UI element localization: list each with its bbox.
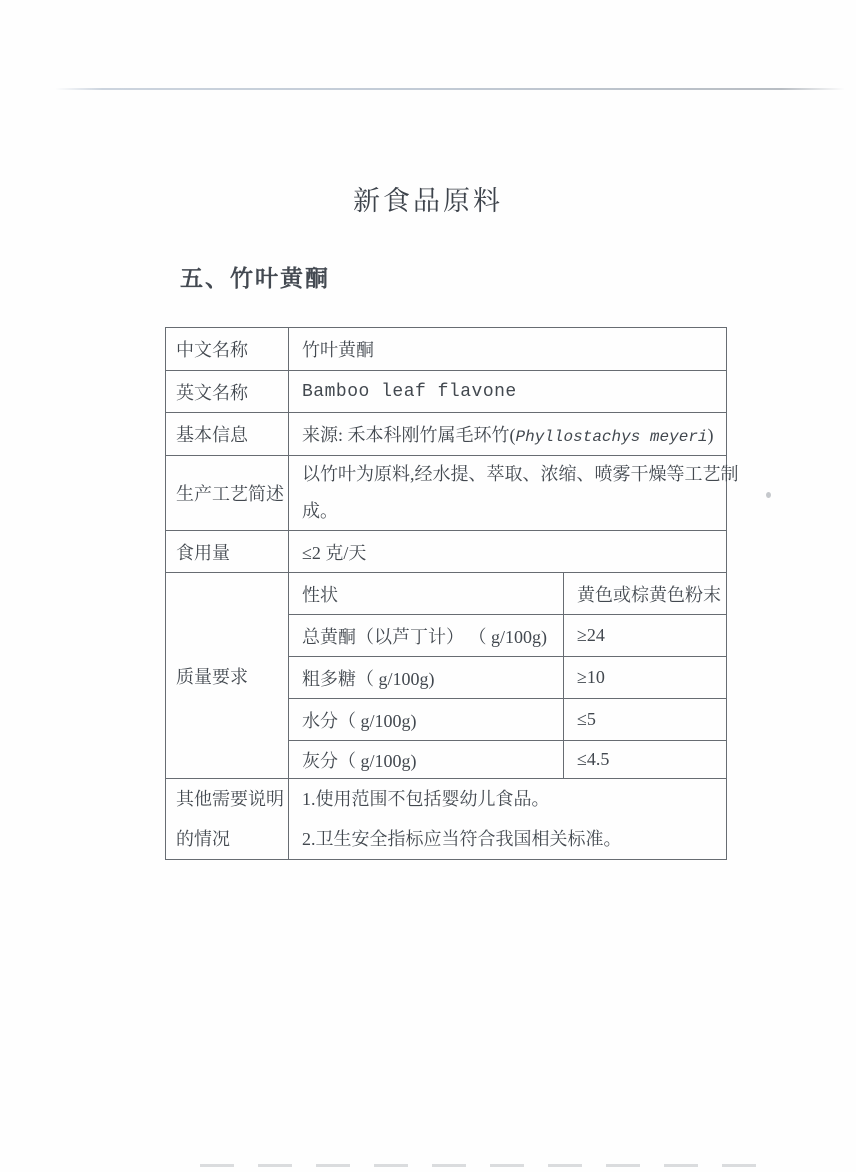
production-line-1: 以竹叶为原料,经水提、萃取、浓缩、喷雾干燥等工艺制 (302, 464, 739, 484)
other-note-2: 2.卫生安全指标应当符合我国相关标准。 (302, 829, 622, 849)
row-value-chinese-name: 竹叶黄酮 (289, 328, 727, 371)
row-value-intake: ≤2 克/天 (289, 531, 727, 573)
row-value-production (289, 456, 739, 531)
quality-item-name: 粗多糖（ g/100g) (289, 657, 564, 699)
page-title: 新食品原料 (353, 186, 503, 216)
row-label-other-notes (166, 779, 289, 860)
other-notes-label-line-2: 的情况 (176, 829, 230, 849)
table-row-english-name (166, 371, 727, 413)
quality-item-name: 灰分（ g/100g) (289, 741, 564, 779)
quality-item-value: 黄色或棕黄色粉末 (564, 573, 727, 615)
table-row-quality-appearance (166, 573, 727, 615)
other-notes-label-line-1: 其他需要说明 (176, 789, 284, 809)
row-label-quality: 质量要求 (166, 573, 289, 779)
table-row-basic-info (166, 413, 727, 456)
latin-species-name: Phyllostachys meyeri (515, 428, 708, 446)
quality-item-name: 性状 (289, 573, 564, 615)
table-row-other-notes (166, 779, 727, 860)
section-heading: 五、竹叶黄酮 (180, 266, 330, 291)
row-label-english-name: 英文名称 (166, 371, 289, 413)
quality-item-value: ≥24 (564, 615, 727, 657)
table-row-intake (166, 531, 727, 573)
row-value-other-notes (289, 779, 727, 860)
quality-item-value: ≥10 (564, 657, 727, 699)
scan-speck-artifact (766, 492, 771, 498)
quality-item-name: 总黄酮（以芦丁计） （ g/100g) (289, 615, 564, 657)
source-text-suffix: ) (707, 425, 714, 445)
scan-edge-artifact (200, 1164, 760, 1167)
row-label-intake: 食用量 (166, 531, 289, 573)
source-text: 来源: 禾本科刚竹属毛环竹( (302, 425, 516, 445)
scan-line-artifact (55, 88, 845, 90)
row-label-chinese-name: 中文名称 (166, 328, 289, 371)
row-value-english-name: Bamboo leaf flavone (289, 371, 727, 413)
quality-item-value: ≤4.5 (564, 741, 727, 779)
table-row-chinese-name (166, 328, 727, 371)
quality-item-value: ≤5 (564, 699, 727, 741)
table-row-production (166, 456, 727, 531)
quality-item-name: 水分（ g/100g) (289, 699, 564, 741)
row-label-production: 生产工艺简述 (166, 456, 289, 531)
row-value-basic-info (289, 413, 727, 456)
row-label-basic-info: 基本信息 (166, 413, 289, 456)
info-table (165, 327, 739, 860)
production-line-2: 成。 (302, 501, 338, 521)
other-note-1: 1.使用范围不包括婴幼儿食品。 (302, 789, 550, 809)
